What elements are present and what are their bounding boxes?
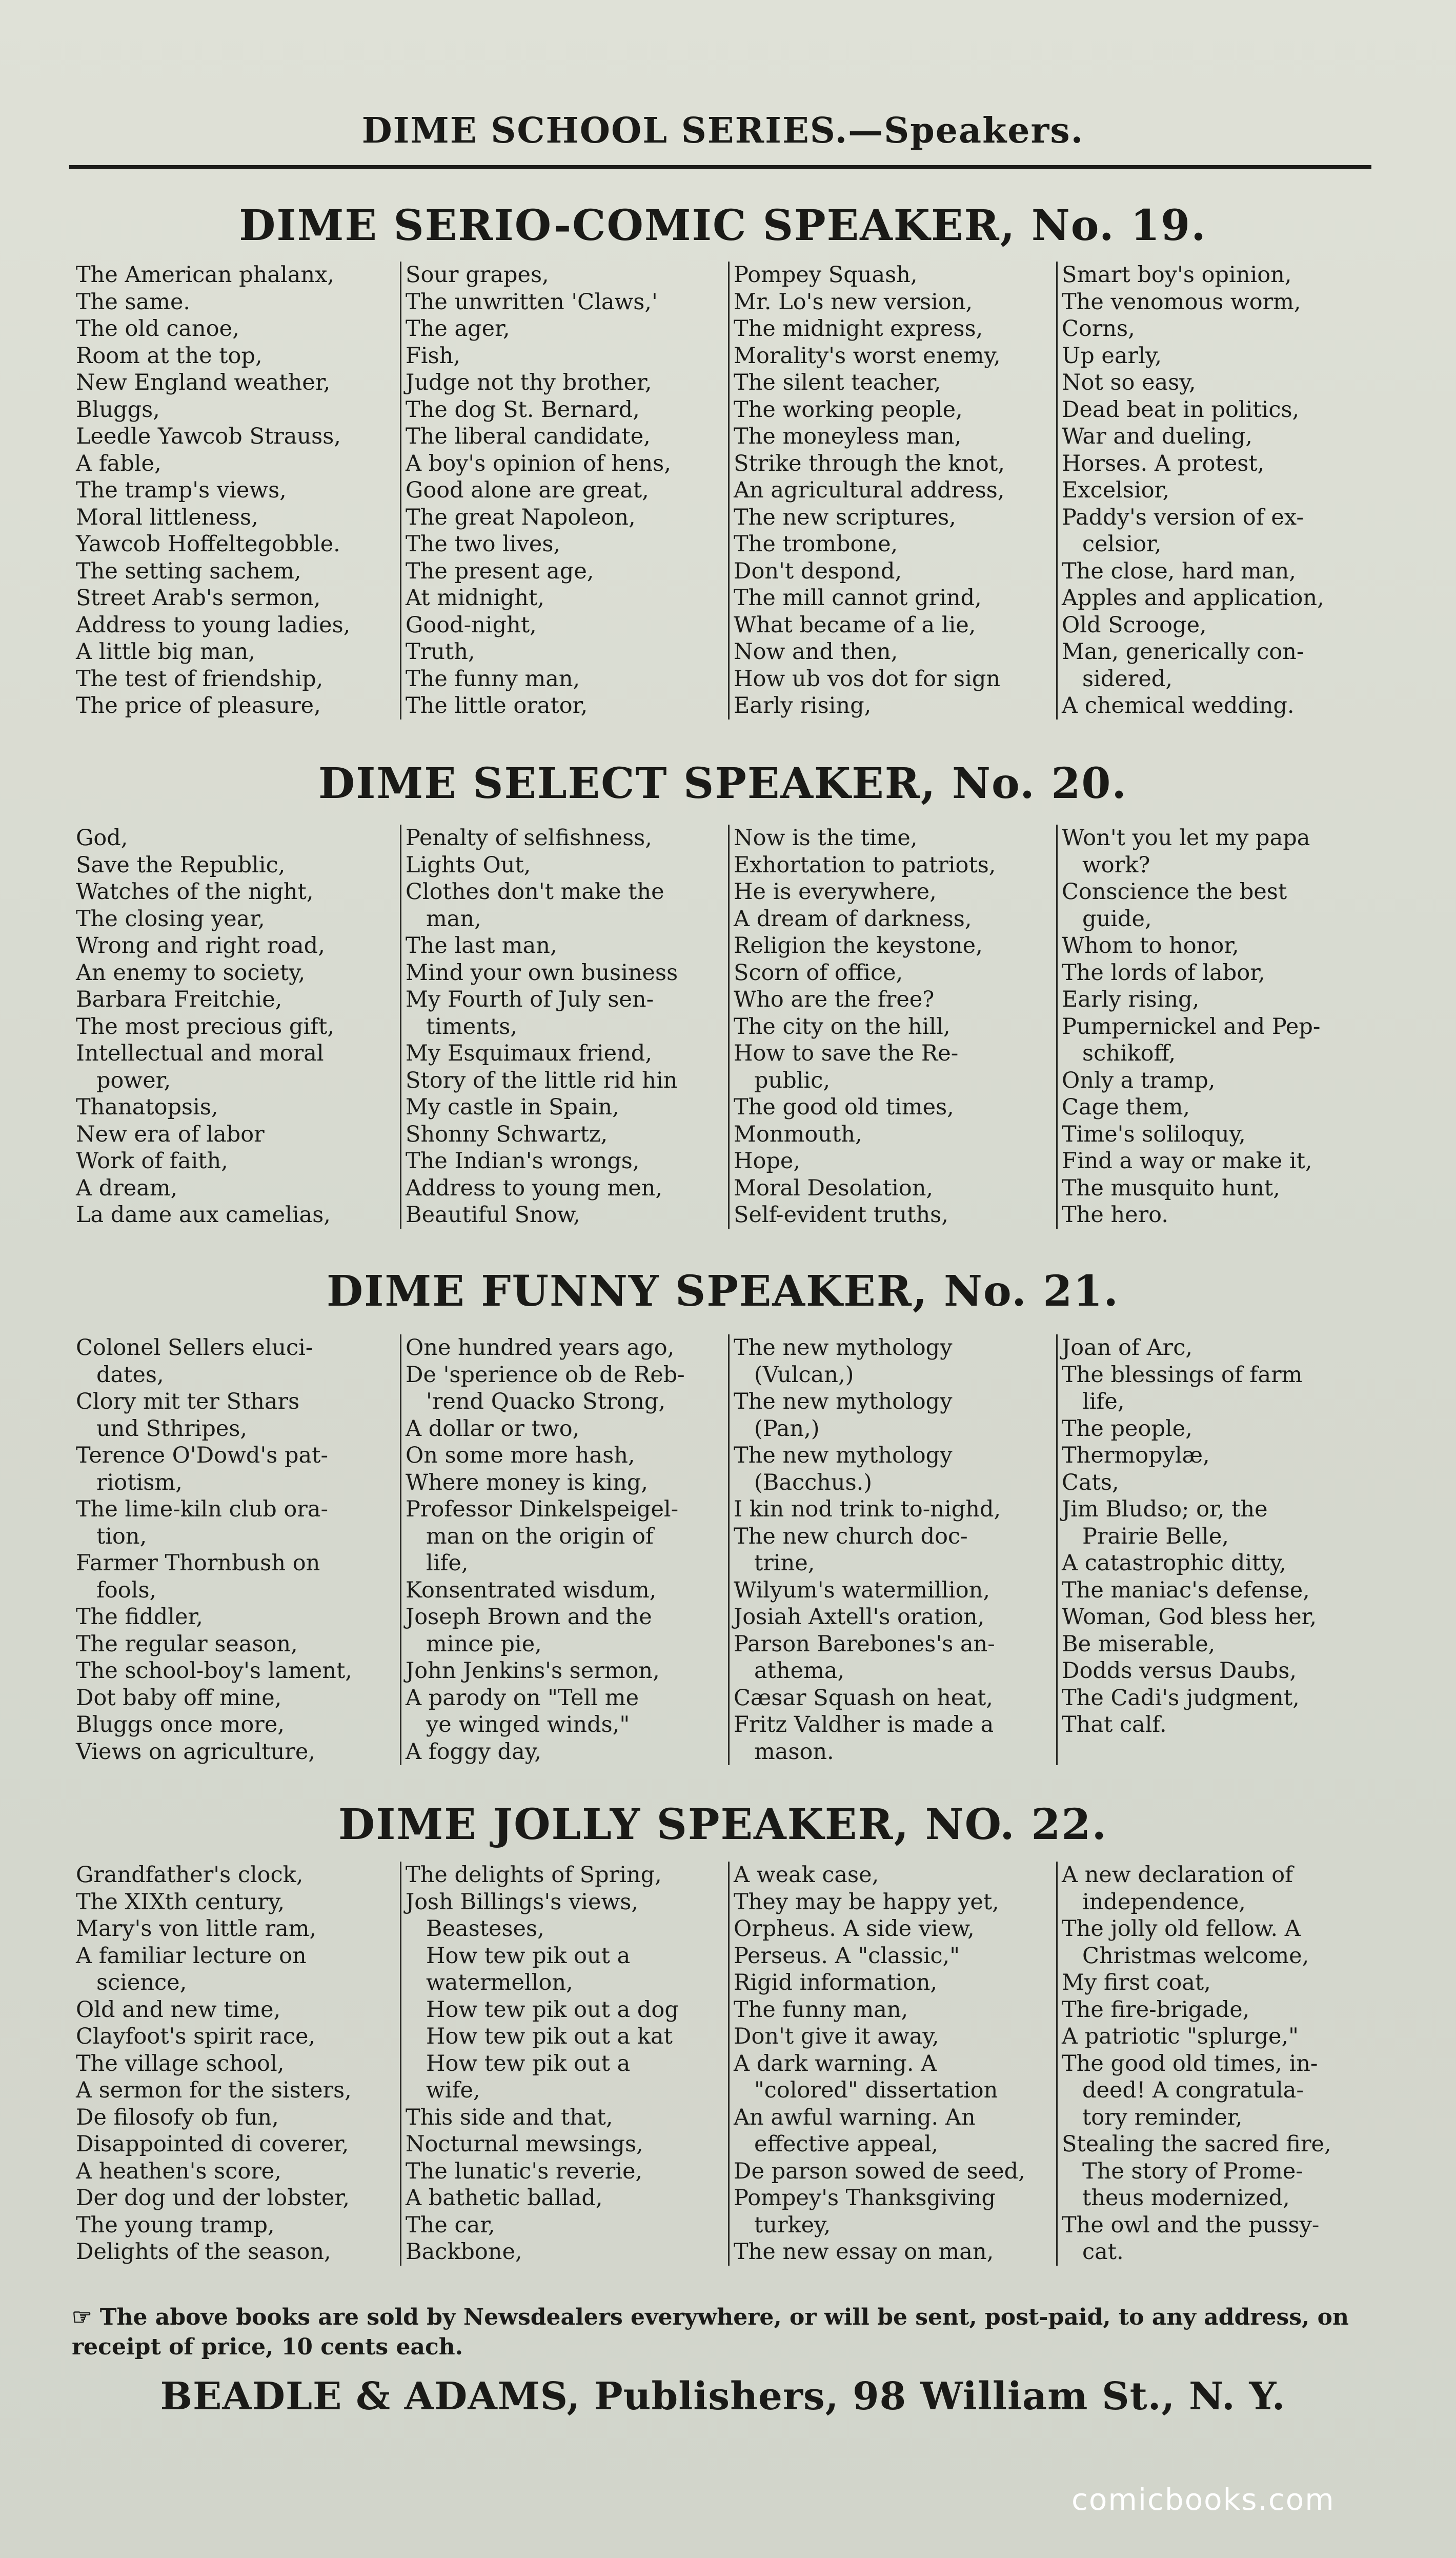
list-item: A patriotic "splurge,": [1062, 2024, 1299, 2049]
list-item: Only a tramp,: [1062, 1067, 1216, 1093]
list-item: The car,: [406, 2212, 495, 2238]
list-column: [1056, 825, 1384, 1229]
list-item: Joan of Arc,: [1062, 1335, 1192, 1361]
list-item: De parson sowed de seed,: [734, 2158, 1025, 2184]
list-item: Street Arab's sermon,: [76, 585, 321, 611]
list-item: New England weather,: [76, 370, 331, 395]
list-item: War and dueling,: [1062, 424, 1252, 449]
list-item: A fable,: [76, 450, 161, 476]
list-item: Pumpernickel and Pep-: [1062, 1013, 1321, 1040]
list-item: Josiah Axtell's oration,: [734, 1604, 985, 1630]
list-item: The mill cannot grind,: [734, 585, 982, 611]
list-item: The same.: [76, 289, 191, 315]
list-item: turkey,: [754, 2212, 831, 2238]
list-item: Hope,: [734, 1148, 801, 1174]
list-item: The musquito hunt,: [1062, 1175, 1280, 1201]
list-item: The present age,: [406, 558, 594, 584]
list-item: The funny man,: [734, 1996, 908, 2023]
list-item: The setting sachem,: [76, 558, 301, 584]
list-item: Prairie Belle,: [1082, 1523, 1229, 1549]
list-item: Judge not thy brother,: [406, 370, 652, 395]
list-item: The silent teacher,: [734, 370, 941, 395]
watermark: comicbooks.com: [1071, 2482, 1335, 2517]
list-item: The lords of labor,: [1062, 960, 1265, 986]
list-column: [400, 825, 728, 1229]
list-item: Professor Dinkelspeigel-: [406, 1496, 679, 1522]
list-item: Clayfoot's spirit race,: [76, 2024, 316, 2049]
list-item: A bathetic ballad,: [406, 2185, 603, 2211]
list-item: Old and new time,: [76, 1996, 281, 2023]
list-item: tory reminder,: [1082, 2104, 1243, 2130]
list-item: A dollar or two,: [406, 1415, 580, 1442]
list-item: Strike through the knot,: [734, 450, 1005, 476]
section-title-20: DIME SELECT SPEAKER, No. 20.: [318, 759, 1127, 808]
list-item: Where money is king,: [406, 1469, 648, 1495]
list-item: The blessings of farm: [1062, 1362, 1303, 1388]
list-item: The good old times,: [734, 1094, 954, 1120]
list-item: Moral Desolation,: [734, 1175, 934, 1201]
list-item: ye winged winds,": [426, 1712, 630, 1737]
list-item: Intellectual and moral: [76, 1041, 324, 1066]
list-item: Wrong and right road,: [76, 933, 325, 958]
list-item: Apples and application,: [1062, 585, 1324, 611]
section-19-list: [72, 262, 1384, 720]
list-item: Beautiful Snow,: [406, 1202, 580, 1228]
list-item: Dot baby off mine,: [76, 1685, 282, 1711]
list-item: The closing year,: [76, 906, 265, 932]
list-item: Disappointed di coverer,: [76, 2131, 349, 2157]
list-item: man,: [426, 906, 481, 932]
list-item: The working people,: [734, 396, 963, 423]
list-item: Won't you let my papa: [1062, 825, 1310, 851]
list-item: Orpheus. A side view,: [734, 1916, 975, 1942]
list-item: Mr. Lo's new version,: [734, 289, 973, 315]
list-item: How tew pik out a: [426, 2050, 631, 2076]
list-item: The new mythology: [734, 1389, 953, 1414]
section-title-21: DIME FUNNY SPEAKER, No. 21.: [327, 1267, 1119, 1316]
list-item: Exhortation to patriots,: [734, 852, 996, 878]
list-item: Yawcob Hoffeltegobble.: [76, 531, 340, 557]
list-item: dates,: [96, 1362, 164, 1388]
list-item: A little big man,: [76, 639, 255, 665]
list-column: [728, 262, 1056, 720]
list-item: The village school,: [76, 2050, 285, 2076]
list-item: cat.: [1082, 2239, 1124, 2265]
list-item: science,: [96, 1970, 187, 1995]
list-item: A sermon for the sisters,: [76, 2077, 352, 2103]
list-item: A catastrophic ditty,: [1062, 1550, 1286, 1576]
footer-note: ☞ The above books are sold by Newsdealers everywhere, or will be sent, post-paid, to any address, on receipt of price, 10 cents each.: [72, 2304, 1349, 2360]
list-item: A dream,: [76, 1175, 178, 1201]
list-item: Wilyum's watermillion,: [734, 1577, 990, 1603]
list-item: Woman, God bless her,: [1062, 1604, 1317, 1630]
list-item: How tew pik out a dog: [426, 1996, 679, 2023]
list-item: Good alone are great,: [406, 477, 649, 503]
list-item: De 'sperience ob de Reb-: [406, 1362, 685, 1388]
list-item: wife,: [426, 2077, 480, 2103]
list-item: The owl and the pussy-: [1062, 2212, 1320, 2238]
list-item: Thermopylæ,: [1062, 1443, 1210, 1468]
section-20-list: [72, 825, 1384, 1229]
list-item: und Sthripes,: [96, 1415, 248, 1442]
list-item: Now is the time,: [734, 825, 918, 851]
list-item: timents,: [426, 1013, 517, 1040]
list-item: The trombone,: [734, 531, 898, 557]
list-item: Good-night,: [406, 612, 537, 638]
list-item: The delights of Spring,: [406, 1862, 662, 1888]
list-item: Backbone,: [406, 2239, 522, 2265]
list-item: A dream of darkness,: [734, 906, 972, 932]
list-item: Parson Barebones's an-: [734, 1631, 995, 1657]
list-item: Bluggs once more,: [76, 1712, 285, 1737]
list-item: Delights of the season,: [76, 2239, 331, 2265]
list-item: Pompey Squash,: [734, 262, 918, 288]
list-item: Smart boy's opinion,: [1062, 262, 1292, 288]
list-column: [400, 1862, 728, 2266]
list-item: Be miserable,: [1062, 1631, 1216, 1657]
list-item: The little orator,: [406, 693, 588, 718]
list-item: Lights Out,: [406, 852, 531, 878]
list-item: The two lives,: [406, 531, 561, 557]
list-item: Farmer Thornbush on: [76, 1550, 320, 1576]
list-item: Shonny Schwartz,: [406, 1121, 608, 1147]
list-item: Early rising,: [1062, 987, 1200, 1012]
list-item: I kin nod trink to-nighd,: [734, 1496, 1001, 1522]
list-item: Joseph Brown and the: [406, 1604, 652, 1630]
list-item: Early rising,: [734, 693, 872, 718]
list-item: Not so easy,: [1062, 370, 1196, 395]
section-title-19: DIME SERIO-COMIC SPEAKER, No. 19.: [239, 201, 1207, 250]
list-item: life,: [1082, 1389, 1125, 1414]
list-column: [728, 825, 1056, 1229]
list-item: Self-evident truths,: [734, 1202, 948, 1228]
list-item: The good old times, in-: [1062, 2050, 1318, 2076]
list-item: This side and that,: [406, 2104, 613, 2130]
list-item: The new mythology: [734, 1443, 953, 1468]
list-item: An enemy to society,: [76, 960, 306, 986]
list-item: Address to young men,: [406, 1175, 663, 1201]
list-item: The American phalanx,: [76, 262, 335, 288]
list-item: Conscience the best: [1062, 879, 1287, 905]
list-item: At midnight,: [406, 585, 544, 611]
list-item: Pompey's Thanksgiving: [734, 2185, 996, 2211]
list-item: How tew pik out a kat: [426, 2024, 673, 2049]
list-item: Josh Billings's views,: [406, 1889, 639, 1915]
list-item: Watches of the night,: [76, 879, 314, 905]
list-item: The venomous worm,: [1062, 289, 1301, 315]
list-item: public,: [754, 1067, 831, 1093]
list-item: Horses. A protest,: [1062, 450, 1265, 476]
list-item: The old canoe,: [76, 316, 239, 342]
list-item: Time's soliloquy,: [1062, 1121, 1246, 1147]
list-item: Whom to honor,: [1062, 933, 1239, 958]
list-column: [400, 1334, 728, 1765]
list-item: deed! A congratula-: [1082, 2077, 1304, 2103]
list-column: [1056, 1862, 1384, 2266]
list-item: The new mythology: [734, 1335, 953, 1361]
list-item: Moral littleness,: [76, 504, 258, 530]
list-item: Jim Bludso; or, the: [1062, 1496, 1268, 1522]
publisher-imprint: BEADLE & ADAMS, Publishers, 98 William St., N. Y.: [160, 2374, 1286, 2419]
list-item: The new essay on man,: [734, 2239, 994, 2265]
list-item: The great Napoleon,: [406, 504, 636, 530]
list-item: Corns,: [1062, 316, 1135, 342]
list-item: The dog St. Bernard,: [406, 396, 640, 423]
list-item: How tew pik out a: [426, 1943, 631, 1969]
list-item: The maniac's defense,: [1062, 1577, 1310, 1603]
list-item: (Vulcan,): [754, 1362, 854, 1388]
section-title-22: DIME JOLLY SPEAKER, NO. 22.: [338, 1800, 1107, 1849]
top-rule: [69, 165, 1371, 169]
list-item: Rigid information,: [734, 1970, 938, 1995]
list-item: The test of friendship,: [76, 666, 323, 692]
list-item: Fritz Valdher is made a: [734, 1712, 994, 1737]
list-item: Don't give it away,: [734, 2024, 939, 2049]
list-item: A boy's opinion of hens,: [406, 450, 671, 476]
list-item: Paddy's version of ex-: [1062, 504, 1304, 530]
list-item: They may be happy yet,: [734, 1889, 999, 1915]
list-item: The fiddler,: [76, 1604, 203, 1630]
list-item: Monmouth,: [734, 1121, 862, 1147]
list-item: What became of a lie,: [734, 612, 976, 638]
list-item: A chemical wedding.: [1062, 693, 1295, 718]
list-item: Konsentrated wisdum,: [406, 1577, 657, 1603]
list-item: A weak case,: [734, 1862, 879, 1888]
list-item: riotism,: [96, 1469, 183, 1495]
list-item: John Jenkins's sermon,: [406, 1658, 660, 1684]
list-item: The price of pleasure,: [76, 693, 321, 718]
list-item: Old Scrooge,: [1062, 612, 1207, 638]
list-item: theus modernized,: [1082, 2185, 1290, 2211]
list-item: watermellon,: [426, 1970, 573, 1995]
list-item: My Esquimaux friend,: [406, 1041, 652, 1066]
list-item: On some more hash,: [406, 1443, 635, 1468]
list-item: A heathen's score,: [76, 2158, 281, 2184]
list-item: Work of faith,: [76, 1148, 228, 1174]
running-head: DIME SCHOOL SERIES.—Speakers.: [361, 110, 1084, 151]
list-item: Clory mit ter Sthars: [76, 1389, 300, 1414]
list-item: A dark warning. A: [734, 2050, 937, 2076]
list-item: Leedle Yawcob Strauss,: [76, 424, 341, 449]
list-column: [728, 1334, 1056, 1765]
list-item: The hero.: [1062, 1202, 1168, 1228]
list-item: A familiar lecture on: [76, 1943, 307, 1969]
list-item: An awful warning. An: [734, 2104, 976, 2130]
list-item: The young tramp,: [76, 2212, 275, 2238]
list-item: trine,: [754, 1550, 815, 1576]
list-item: My first coat,: [1062, 1970, 1211, 1995]
list-item: power,: [96, 1067, 171, 1093]
list-item: Scorn of office,: [734, 960, 903, 986]
list-item: The most precious gift,: [76, 1013, 334, 1040]
list-item: The Cadi's judgment,: [1062, 1685, 1300, 1711]
list-item: The ager,: [406, 316, 510, 342]
list-item: Story of the little rid hin: [406, 1067, 678, 1093]
list-item: Dodds versus Daubs,: [1062, 1658, 1297, 1684]
list-item: Dead beat in politics,: [1062, 396, 1300, 423]
list-item: The jolly old fellow. A: [1062, 1916, 1301, 1942]
list-item: Nocturnal mewsings,: [406, 2131, 643, 2157]
list-item: tion,: [96, 1523, 147, 1549]
list-item: Cæsar Squash on heat,: [734, 1685, 993, 1711]
list-item: The regular season,: [76, 1631, 298, 1657]
list-item: He is everywhere,: [734, 879, 937, 905]
list-item: The funny man,: [406, 666, 580, 692]
list-item: Excelsior,: [1062, 477, 1170, 503]
list-item: Morality's worst enemy,: [734, 343, 1001, 369]
list-item: De filosofy ob fun,: [76, 2104, 279, 2130]
list-item: My castle in Spain,: [406, 1094, 619, 1120]
list-column: [400, 262, 728, 720]
list-item: Colonel Sellers eluci-: [76, 1335, 313, 1361]
list-item: The lime-kiln club ora-: [76, 1496, 329, 1522]
list-item: The midnight express,: [734, 316, 983, 342]
list-item: The unwritten 'Claws,': [406, 289, 658, 315]
list-item: The school-boy's lament,: [76, 1658, 352, 1684]
list-item: How ub vos dot for sign: [734, 666, 1001, 692]
list-item: 'rend Quacko Strong,: [426, 1389, 666, 1414]
list-column: [1056, 1334, 1384, 1765]
list-item: Fish,: [406, 343, 461, 369]
list-item: effective appeal,: [754, 2131, 939, 2157]
list-item: The city on the hill,: [734, 1013, 951, 1040]
list-item: sidered,: [1082, 666, 1172, 692]
list-item: A new declaration of: [1062, 1862, 1293, 1888]
list-item: (Pan,): [754, 1415, 820, 1442]
list-item: How to save the Re-: [734, 1041, 959, 1066]
list-item: A foggy day,: [406, 1738, 541, 1765]
list-item: Thanatopsis,: [76, 1094, 218, 1120]
list-item: Clothes don't make the: [406, 879, 664, 905]
list-item: The tramp's views,: [76, 477, 287, 503]
list-item: Der dog und der lobster,: [76, 2185, 350, 2211]
list-column: [72, 825, 400, 1229]
list-item: An agricultural address,: [734, 477, 1005, 503]
list-item: mince pie,: [426, 1631, 542, 1657]
list-item: The moneyless man,: [734, 424, 962, 449]
list-item: Save the Republic,: [76, 852, 286, 878]
list-item: independence,: [1082, 1889, 1246, 1915]
section-21-list: [72, 1334, 1384, 1765]
list-item: schikoff,: [1082, 1041, 1176, 1066]
list-item: New era of labor: [76, 1121, 265, 1147]
list-item: A parody on "Tell me: [406, 1685, 639, 1711]
list-item: fools,: [96, 1577, 157, 1603]
list-column: [1056, 262, 1384, 720]
list-item: The liberal candidate,: [406, 424, 651, 449]
list-item: The last man,: [406, 933, 557, 958]
list-item: Perseus. A "classic,": [734, 1943, 960, 1969]
list-item: (Bacchus.): [754, 1469, 873, 1495]
list-item: Beasteses,: [426, 1916, 544, 1942]
list-item: Bluggs,: [76, 396, 160, 423]
section-22-list: [72, 1862, 1384, 2266]
list-item: Find a way or make it,: [1062, 1148, 1312, 1174]
list-item: Grandfather's clock,: [76, 1862, 304, 1888]
list-item: That calf.: [1062, 1712, 1167, 1737]
list-item: God,: [76, 825, 128, 851]
list-item: The lunatic's reverie,: [406, 2158, 643, 2184]
list-item: Cats,: [1062, 1469, 1119, 1495]
list-item: Man, generically con-: [1062, 639, 1304, 665]
list-column: [728, 1862, 1056, 2266]
list-item: athema,: [754, 1658, 845, 1684]
list-item: work?: [1082, 852, 1150, 878]
list-item: man on the origin of: [426, 1523, 654, 1549]
list-item: Mind your own business: [406, 960, 678, 986]
list-item: Now and then,: [734, 639, 898, 665]
list-item: celsior,: [1082, 531, 1162, 557]
list-item: Address to young ladies,: [76, 612, 351, 638]
list-item: La dame aux camelias,: [76, 1202, 331, 1228]
list-column: [72, 262, 400, 720]
list-item: Sour grapes,: [406, 262, 549, 288]
list-item: The new church doc-: [734, 1523, 968, 1549]
list-item: Cage them,: [1062, 1094, 1190, 1120]
list-item: My Fourth of July sen-: [406, 987, 654, 1012]
list-item: guide,: [1082, 906, 1152, 932]
list-item: Religion the keystone,: [734, 933, 983, 958]
list-item: life,: [426, 1550, 469, 1576]
list-item: Up early,: [1062, 343, 1162, 369]
list-item: Room at the top,: [76, 343, 262, 369]
list-item: Barbara Freitchie,: [76, 987, 282, 1012]
list-item: Truth,: [406, 639, 475, 665]
list-item: Who are the free?: [734, 987, 935, 1012]
list-item: Don't despond,: [734, 558, 902, 584]
list-item: The XIXth century,: [76, 1889, 285, 1915]
list-item: Views on agriculture,: [76, 1738, 315, 1765]
list-item: "colored" dissertation: [754, 2077, 998, 2103]
list-item: The people,: [1062, 1415, 1192, 1442]
list-item: The new scriptures,: [734, 504, 956, 530]
list-item: Stealing the sacred fire,: [1062, 2131, 1331, 2157]
list-item: Mary's von little ram,: [76, 1916, 317, 1942]
list-column: [72, 1862, 400, 2266]
list-item: The fire-brigade,: [1062, 1996, 1250, 2023]
list-item: Penalty of selfishness,: [406, 825, 652, 851]
list-item: One hundred years ago,: [406, 1335, 675, 1361]
list-item: The Indian's wrongs,: [406, 1148, 640, 1174]
list-item: The close, hard man,: [1062, 558, 1296, 584]
list-item: Christmas welcome,: [1082, 1943, 1309, 1969]
list-item: The story of Prome-: [1082, 2158, 1303, 2184]
list-column: [72, 1334, 400, 1765]
list-item: mason.: [754, 1738, 834, 1765]
list-item: Terence O'Dowd's pat-: [76, 1443, 328, 1468]
